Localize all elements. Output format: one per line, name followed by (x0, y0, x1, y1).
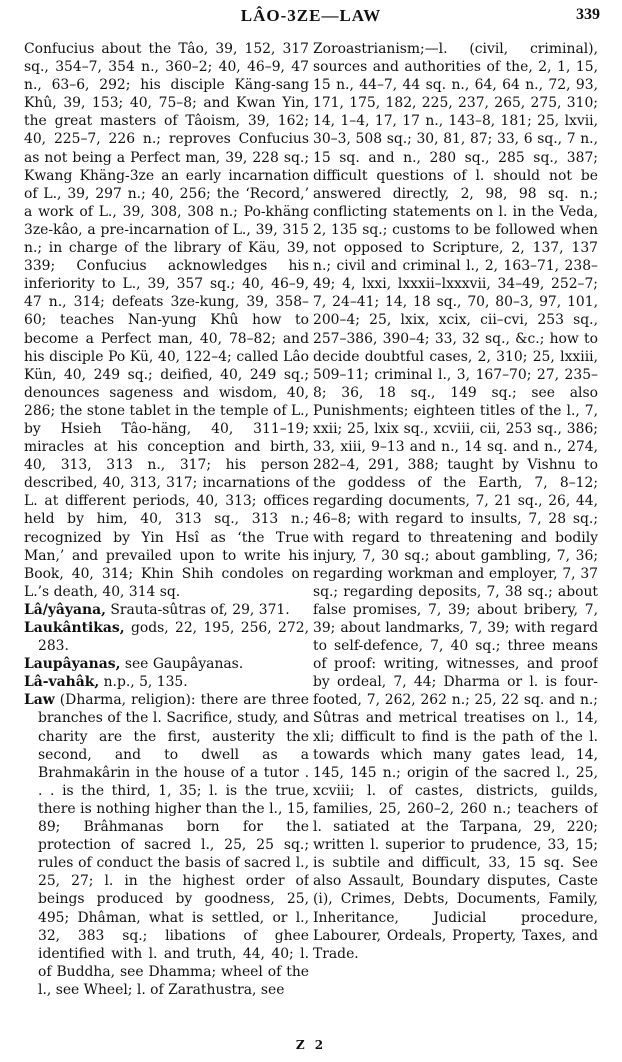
index-entry-law (24, 691, 309, 999)
entry-headword: Lâ-vahâk, (24, 674, 100, 691)
entry-text: (Dharma, religion): there are three branches of the l. Sacrifice, study, and charity are the first, austerity the second, and to dwell as a Brahmakârin in the house of a tutor . . . is the third, 1, 35; l. is the true, there is nothing higher than the l., 15, 89; Brâhmanas born for the protection of sacred l., 25, 25 sq.; rules of conduct the basis of sacred l., 25, 27; l. in the highest order of beings produced by goodness, 25, 495; Dhâman, what is settled, or l., 32, 383 sq.; libations of ghee identified with l. and truth, 44, 40; l. of Buddha, see Dhamma; wheel of the l., see Wheel; l. of Zarathustra, see (38, 692, 309, 998)
running-head (0, 4, 622, 26)
entry-text: see Gaupâyanas. (120, 656, 244, 673)
right-column (313, 40, 598, 1030)
entry-headword: Lâ/yâyana, (24, 601, 106, 618)
index-entry-law-continuation: Zoroastrianism;—l. (civil, criminal), sources and authorities of the, 2, 1, 15, 15 n., 44–7, 44 sq. n., 64, 64 n., 72, 93, 171, 175, 182, 225, 237, 265, 275, 310; 14, 1–4, 17, 17 n., 143–8, 181; 25, lxvii, 30–3, 508 sq.; 30, 81, 87; 33, 6 sq., 7 n., 15 sq. and n., 280 sq., 285 sq., 387; difficult questions of l. should not be answered directly, 2, 98, 98 sq. n.; conflicting statements on l. in the Veda, 2, 135 sq.; customs to be followed when not opposed to Scripture, 2, 137, 137 n.; civil and criminal l., 2, 163–71, 238–49; 4, lxxi, lxxxii–lxxxvii, 34–49, 252–7; 7, 24–41; 14, 18 sq., 70, 80–3, 97, 101, 200–4; 25, lxix, xcix, cii–cvi, 253 sq., 257–386, 390–4; 33, 32 sq., &c.; how to decide doubtful cases, 2, 310; 25, lxxiii, 509–11; criminal l., 3, 167–70; 27, 235–8; 36, 18 sq., 149 sq.; see also Punishments; eighteen titles of the l., 7, xxii; 25, lxix sq., xcviii, cii, 253 sq., 386; 33, xiii, 9–13 and n., 14 sq. and n., 274, 282–4, 291, 388; taught by Vishnu to the goddess of the Earth, 7, 8–12; regarding documents, 7, 21 sq., 26, 44, 46–8; with regard to insults, 7, 28 sq.; with regard to threatening and bodily injury, 7, 30 sq.; about gambling, 7, 36; regarding workman and employer, 7, 37 sq.; regarding deposits, 7, 38 sq.; about false promises, 7, 39; about bribery, 7, 39; about landmarks, 7, 39; with regard to self-defence, 7, 40 sq.; three means of proof: writing, witnesses, and proof by ordeal, 7, 44; Dharma or l. is four-footed, 7, 262, 262 n.; 25, 22 sq. and n.; Sûtras and metrical treatises on l., 14, xli; difficult to find is the path of the l. towards which many gates lead, 14, 145, 145 n.; origin of the sacred l., 25, xcviii; l. of castes, districts, guilds, families, 25, 260–2, 260 n.; teachers of l. satiated at the Tarpana, 29, 220; written l. superior to prudence, 33, 15; is subtile and difficult, 33, 15 sq. See also Assault, Boundary disputes, Caste (i), Crimes, Debts, Documents, Family, Inheritance, Judicial procedure, Labourer, Ordeals, Property, Taxes, and Trade. (313, 41, 598, 962)
running-title: LÂO-3ZE—LAW (240, 6, 382, 25)
index-entry-layayana (24, 601, 309, 619)
index-entry-continuation: Confucius about the Tâo, 39, 152, 317 sq., 354–7, 354 n., 360–2; 40, 46–9, 47 n., 63–6, 292; his disciple Käng-sang Khû, 39, 153; 40, 75–8; and Kwan Yin, the great masters of Tâoism, 39, 162; 40, 225–7, 226 n.; reproves Confucius as not being a Perfect man, 39, 228 sq.; Kwang Khäng-3ze an early incarnation of L., 39, 297 n.; 40, 256; the ‘Record,’ a work of L., 39, 308, 308 n.; Po-khäng 3ze-kâo, a pre-incarnation of L., 39, 315 n.; in charge of the library of Käu, 39, 339; Confucius acknowledges his inferiority to L., 39, 357 sq.; 40, 46–9, 47 n., 314; defeats 3ze-kung, 39, 358–60; teaches Nan-yung Khû how to become a Perfect man, 40, 78–82; and his disciple Po Kü, 40, 122–4; called Lâo Kün, 40, 249 sq.; deified, 40, 249 sq.; denounces sageness and wisdom, 40, 286; the stone tablet in the temple of L., by Hsieh Tâo-häng, 40, 311–19; miracles at his conception and birth, 40, 313, 313 n., 317; his person described, 40, 313, 317; incarnations of L. at different periods, 40, 313; offices held by him, 40, 313 sq., 313 n.; recognized by Yin Hsî as ‘the True Man,’ and prevailed upon to write his Book, 40, 314; Khin Shih condoles on L.’s death, 40, 314 sq. (24, 41, 309, 600)
index-entry-laukantikas (24, 619, 309, 655)
signature-mark: Z 2 (295, 1038, 327, 1052)
entry-headword: Law (24, 692, 55, 709)
left-column (24, 40, 309, 1030)
page-number: 339 (576, 6, 600, 23)
entry-text: n.p., 5, 135. (99, 674, 188, 691)
entry-text: Srauta-sûtras of, 29, 371. (105, 601, 290, 618)
entry-text: gods, 22, 195, 256, 272, 283. (38, 620, 309, 655)
entry-headword: Laupâyanas, (24, 656, 121, 673)
entry-headword: Laukântikas, (24, 620, 125, 636)
index-entry-laupayanas (24, 655, 309, 673)
index-entry-la-vahak (24, 673, 309, 691)
